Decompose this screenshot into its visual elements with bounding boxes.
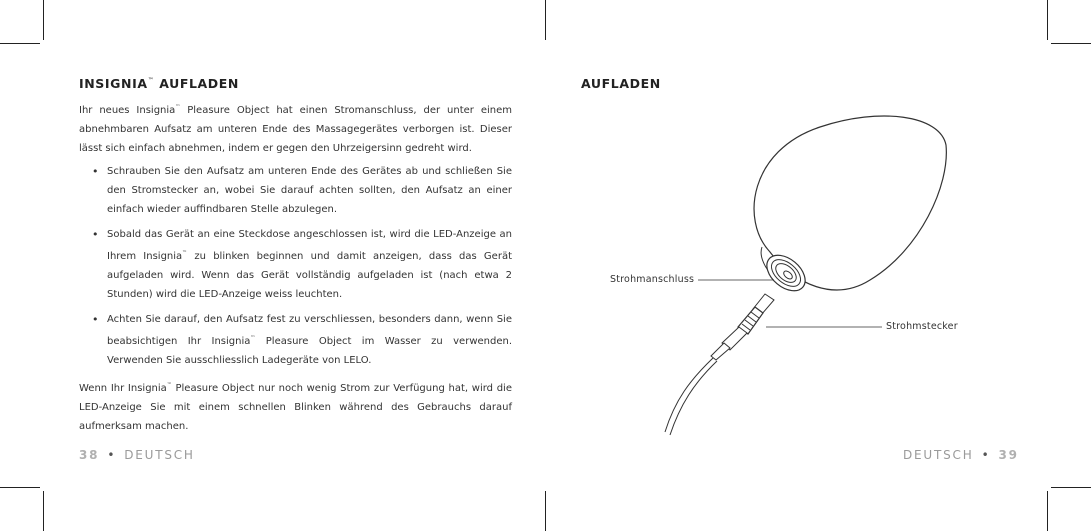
crop-mark — [1047, 0, 1048, 40]
page-number: 38 — [79, 448, 100, 462]
outro-text-a: Wenn Ihr Insignia — [79, 383, 167, 394]
intro-paragraph — [79, 98, 512, 158]
heading-rest: AUFLADEN — [159, 76, 239, 91]
outro-paragraph — [79, 376, 512, 436]
crop-mark — [1051, 43, 1091, 44]
page-number: 39 — [998, 448, 1019, 462]
crop-mark — [1047, 491, 1048, 531]
list-item-text-b: zu blinken beginnen und damit anzeigen, dass das Gerät aufgeladen wird. Wenn das Gerät vollständig aufgeladen ist (nach etwa 2 Stunden) wird die LED-Anzeige weiss leuchten. — [107, 251, 512, 300]
crop-mark — [545, 491, 546, 531]
trademark-sign: ™ — [147, 77, 155, 84]
instruction-list — [79, 162, 512, 370]
list-item-text-b: Pleasure Object im Wasser zu verwenden. Verwenden Sie ausschliesslich Ladegeräte von LELO. — [107, 336, 512, 366]
folio-language: DEUTSCH — [124, 448, 195, 462]
list-item-text — [107, 225, 512, 304]
left-page-body — [79, 98, 512, 436]
label-charging-plug: Strohmstecker — [886, 321, 958, 332]
folio-separator: • — [107, 448, 117, 462]
trademark-sign: ™ — [182, 250, 188, 256]
trademark-sign: ™ — [166, 382, 172, 388]
folio-separator: • — [981, 448, 991, 462]
trademark-sign: ™ — [175, 104, 181, 110]
trademark-sign: ™ — [250, 335, 256, 341]
intro-text-a: Ihr neues Insignia — [79, 105, 176, 116]
folio-language: DEUTSCH — [903, 448, 974, 462]
crop-mark — [0, 43, 40, 44]
crop-mark — [43, 0, 44, 40]
list-item — [79, 310, 512, 370]
crop-mark — [0, 487, 40, 488]
left-folio — [79, 448, 195, 462]
crop-mark — [545, 0, 546, 40]
list-item-text — [107, 310, 512, 370]
right-page-heading: AUFLADEN — [581, 76, 661, 91]
left-page-heading — [79, 76, 239, 91]
list-item — [79, 225, 512, 304]
outro-text-b: Pleasure Object nur noch wenig Strom zur Verfügung hat, wird die LED-Anzeige Sie mit einem schnellen Blinken während des Gebrauchs darauf aufmerksam machen. — [79, 383, 512, 432]
right-folio — [903, 448, 1019, 462]
list-item-text-a: Achten Sie darauf, den Aufsatz fest zu verschliessen, besonders dann, wenn Sie beabsichtigen Ihr Insignia — [107, 314, 512, 347]
charging-plug-icon — [711, 294, 774, 360]
bullet-icon: • — [92, 165, 99, 178]
list-item-text-a: Sobald das Gerät an eine Steckdose angeschlossen ist, wird die LED-Anzeige an Ihrem Insignia — [107, 229, 512, 262]
list-item — [79, 162, 512, 219]
list-item-text: Schrauben Sie den Aufsatz am unteren Ende des Gerätes ab und schließen Sie den Stromstecker an, wobei Sie darauf achten sollten, den Aufsatz an einer einfach wieder auffindbaren Stelle abzulegen. — [107, 166, 512, 215]
label-charging-port: Strohmanschluss — [610, 274, 695, 285]
crop-mark — [43, 491, 44, 531]
bullet-icon: • — [92, 228, 99, 241]
bullet-icon: • — [92, 313, 99, 326]
intro-text-b: Pleasure Object hat einen Stromanschluss, der unter einem abnehmbaren Aufsatz am unteren Ende des Massagegerätes verborgen ist. Dieser lässt sich einfach abnehmen, indem er gegen den Uhrzeigersinn gedreht wird. — [79, 105, 512, 154]
crop-mark — [1051, 487, 1091, 488]
heading-brand: INSIGNIA — [79, 76, 148, 91]
